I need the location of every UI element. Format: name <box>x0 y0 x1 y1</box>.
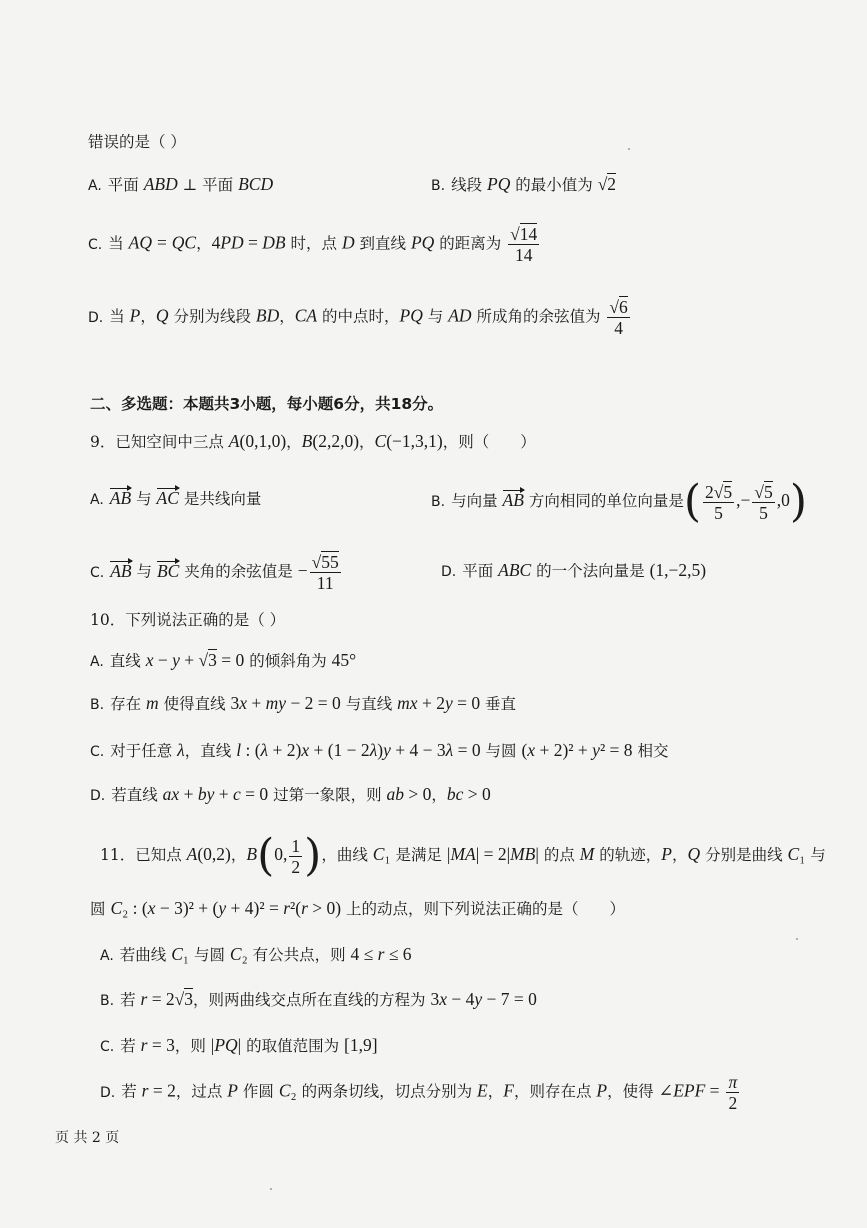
question-8-tail: 错误的是（ ） <box>88 133 186 151</box>
q10-option-c: C. 对于任意 λ，直线 l : (λ + 2)x + (1 − 2λ)y + 4 − 3λ = 0 与圆 (x + 2)² + y² = 8 相交 <box>90 740 669 760</box>
question-9-stem: 9．已知空间中三点 A(0,1,0)，B(2,2,0)，C(−1,3,1)，则（ ） <box>90 431 536 451</box>
q9-option-a: A. AB 与 AC 是共线向量 <box>90 488 262 508</box>
q8-option-a: A. 平面 ABD ⊥ 平面 BCD <box>88 174 274 194</box>
option-label: C. <box>88 236 103 253</box>
q11-option-a: A. 若曲线 C₁ 与圆 C₂ 有公共点，则 4 ≤ r ≤ 6 <box>100 944 412 964</box>
option-label: D. <box>100 1084 116 1101</box>
q8-option-b: B. 线段 PQ 的最小值为 √2 <box>431 174 617 194</box>
q10-option-b: B. 存在 m 使得直线 3x + my − 2 = 0 与直线 mx + 2y = 0 垂直 <box>90 693 517 713</box>
q8-option-d: D. 当 P，Q 分别为线段 BD，CA 的中点时，PQ 与 AD 所成角的余弦值为 $\frac{√6}{4}$ <box>88 297 628 338</box>
option-label: A. <box>88 178 102 194</box>
option-label: B. <box>431 178 446 194</box>
question-11-stem-line2: 圆 C₂ : (x − 3)² + (y + 4)² = r²(r > 0) 上的动点，则下列说法正确的是（ ） <box>90 898 626 918</box>
option-label: D. <box>441 564 457 580</box>
q9-option-b: B. 与向量 AB 方向相同的单位向量是( $\frac{2√5}{5}$ ,− $\frac{√5}{5}$ ,0) <box>431 476 808 527</box>
q8-option-c: C. 当 AQ = QC，4PD = DB 时，点 D 到直线 PQ 的距离为 $\frac{√14}{14}$ <box>88 224 538 265</box>
option-label: B. <box>90 697 105 713</box>
q11-option-b: B. 若 r = 2√3，则两曲线交点所在直线的方程为 3x − 4y − 7 = 0 <box>100 989 537 1009</box>
q9-option-d: D. 平面 ABC 的一个法向量是 (1,−2,5) <box>441 560 707 580</box>
q10-option-a: A. 直线 x − y + √3 = 0 的倾斜角为 45° <box>90 650 357 670</box>
option-label: B. <box>431 494 446 510</box>
q9-option-c: C. AB 与 BC 夹角的余弦值是 − $\frac{√55}{11}$ <box>90 552 339 593</box>
question-10-stem: 10．下列说法正确的是（ ） <box>90 611 286 629</box>
option-label: A. <box>100 948 114 964</box>
option-label: D. <box>88 309 104 326</box>
option-label: C. <box>100 1039 115 1055</box>
q11-option-d: D. 若 r = 2，过点 P 作圆 C₂ 的两条切线，切点分别为 E，F，则存在点 P，使得 ∠EPF = $\frac{\pi}{2}$ <box>100 1072 738 1113</box>
option-label: C. <box>90 564 105 581</box>
option-label: C. <box>90 744 105 760</box>
scan-speck <box>270 1188 272 1190</box>
scan-speck <box>796 938 798 940</box>
page-footer: 页 共 2 页 <box>55 1130 120 1146</box>
option-label: D. <box>90 788 106 804</box>
question-11-stem-line1: 11．已知点 A(0,2)，B(0, $\frac{1}{2}$ )，曲线 C₁ 是满足 |MA| = 2|MB| 的点 M 的轨迹，P，Q 分别是曲线 C₁ 与 <box>100 830 826 881</box>
option-label: B. <box>100 993 115 1009</box>
section-title: 二、多选题：本题共3小题，每小题6分，共18分。 <box>90 395 444 413</box>
q10-option-d: D. 若直线 ax + by + c = 0 过第一象限，则 ab > 0，bc > 0 <box>90 784 491 804</box>
q11-option-c: C. 若 r = 3，则 |PQ| 的取值范围为 [1,9] <box>100 1035 378 1055</box>
scan-speck <box>628 148 630 150</box>
option-label: A. <box>90 654 104 670</box>
option-label: A. <box>90 492 104 508</box>
